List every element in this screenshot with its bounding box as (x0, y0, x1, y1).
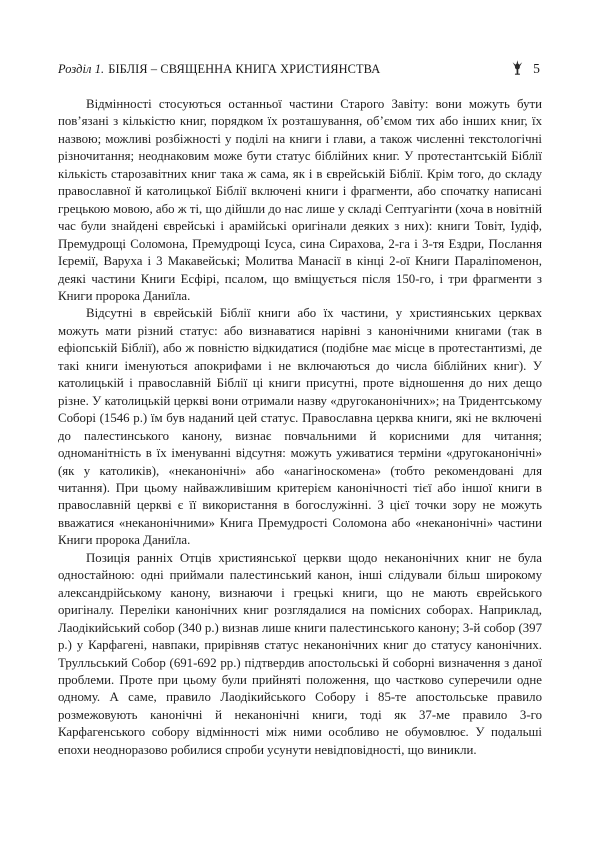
running-head-title: БІБЛІЯ – СВЯЩЕННА КНИГА ХРИСТИЯНСТВА (108, 62, 381, 76)
paragraph-3: Позиція ранніх Отців християнської церкви щодо неканонічних книг не була одностайною: одні приймали палестинський канон, інші слідували більш широкому александрійському канону, визнаючи і грецькі книги, що не мають єврейського оригіналу. Переліки канонічних книг розглядалися на помісних соборах. Наприклад, Лаодікийський собор (340 р.) визнав лише книги палестинського канону; 3-й собор (397 р.) у Карфагені, навпаки, прирівняв статус неканонічних книг до статусу канонічних. Трулльський Собор (691-692 рр.) підтвердив апостольські й соборні визначення з даної проблеми. Проте при цьому були прийняті положення, що частково суперечили одне одному. А саме, правило Лаодікийського Собору і 85-те апостольське правило розмежовують канонічні й неканонічні книги, тоді як 37-ме правило 3-го Карфагенського собору відмінності між ними особливо не обумовлює. У подальші епохи неодноразово робилися спроби усунути невідповідності, що виникли. (58, 550, 542, 757)
running-head (58, 58, 542, 84)
paragraph-2: Відсутні в єврейській Біблії книги або їх частини, у християнських церквах можуть мати різний статус: або визнаватися нарівні з канонічними книгами (так в ефіопській Біблії), або ж повністю відкидатися (подібне має місце в протестантизмі, де такі книги іменуються апокрифами і не включаються до числа біблійних книг). У католицькій і православній Біблії ці книги присутні, проте відношення до них дещо різне. У католицькій церкві вони отримали назву «другоканонічних»; на Тридентському Соборі (1546 р.) їм був наданий цей статус. Православна церква книги, які не включені до палестинського канону, визнає повчальними й корисними для читання; одноманітність в їх іменуванні відсутня: можуть уживатися терміни «другоканонічні» (як у католиків), «неканонічні» або «анагіноскомена» (тобто рекомендовані для читання). При цьому найважливішим критерієм канонічності тієї або іншої книги в православній церкві є її використання в богослужінні. З цієї точки зору не можуть вважатися «неканонічними» Книга Премудрості Соломона або «неканонічні» частини Книги пророка Даниїла. (58, 306, 542, 548)
paragraph-1: Відмінності стосуються останньої частини Старого Завіту: вони можуть бути пов’язані з кількістю книг, порядком їх розташування, об’ємом тих або інших книг, їх назвою; можливі розбіжності у поділі на книги і глави, а також численні текстологічні різночитання; неоднаковим може бути статус біблійних книг. У протестантській Біблії кількість старозавітних книг така ж сама, як і в єврейській Біблії. Крім того, до складу православної й католицької Біблії включені книги і фрагменти, або спочатку написані грецькою мовою, або ж ті, що дійшли до нас лише у складі Септуагінти (хоча в новітній час були знайдені єврейські і арамійські оригінали деяких з них): книги Товіт, Іудіф, Премудрощі Соломона, Премудрощі Ісуса, сина Сирахова, 2-га і 3-тя Ездри, Послання Ієремії, Варуха і 3 Макавейські; Молитва Манасії в кінці 2-ої Книги Параліпоменон, деякі частини Книги Есфірі, псалом, що вміщується після 150-го, і три фрагменти з Книги пророка Даниїла. (58, 97, 542, 303)
torch-ornament-icon (511, 60, 524, 75)
page-number: 5 (533, 61, 540, 76)
body-text-block (58, 96, 542, 759)
running-head-chapter-label: Розділ 1. (58, 62, 105, 76)
